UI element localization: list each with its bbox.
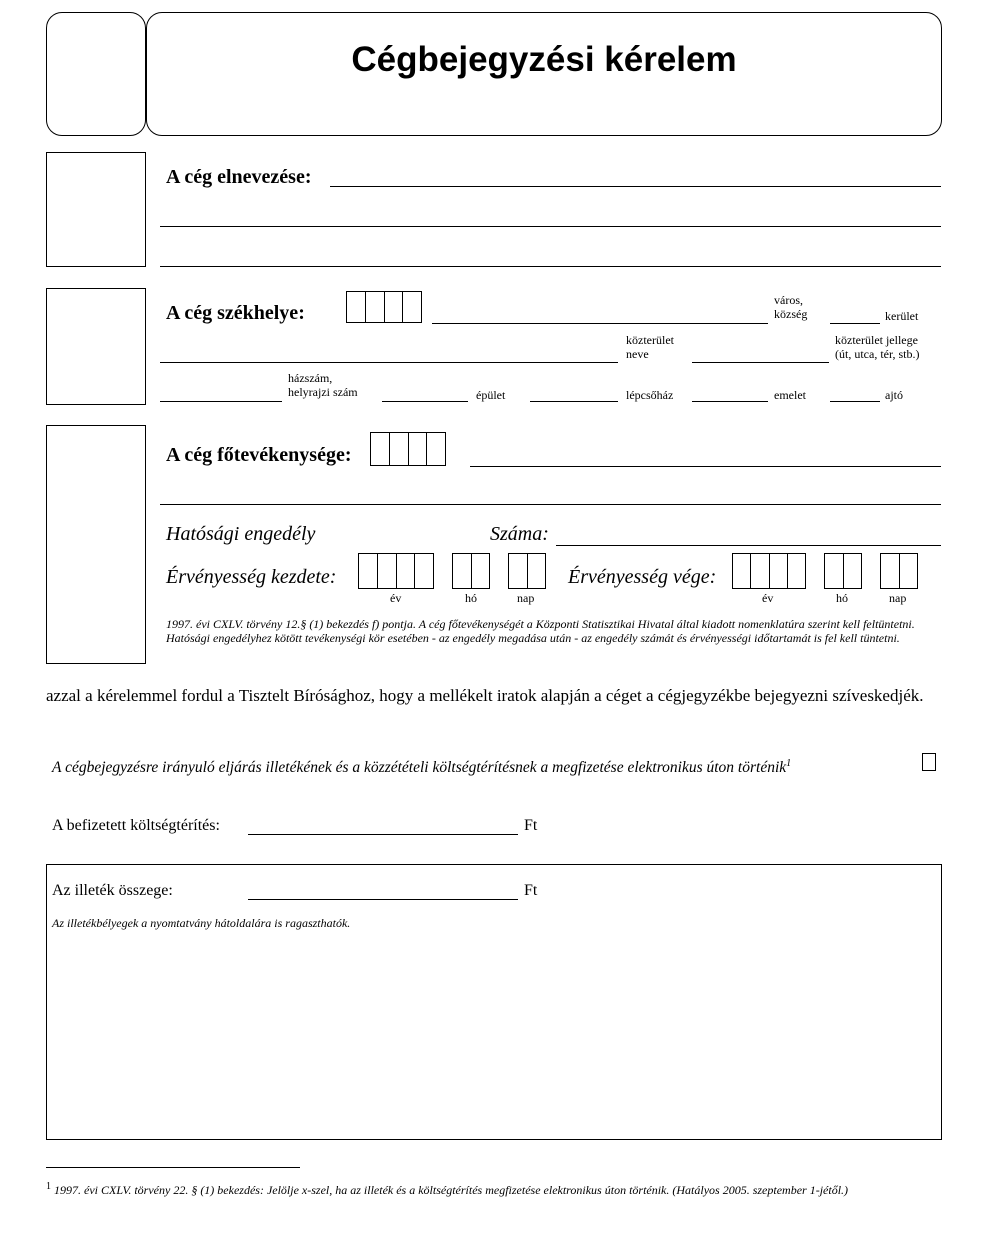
- request-text: azzal a kérelemmel fordul a Tisztelt Bírósághoz, hogy a mellékelt iratok alapján a céget a cégjegyzékbe bejegyezni szíveskedjék.: [46, 686, 924, 705]
- street-name-label: közterület neve: [626, 333, 674, 361]
- section-seat-side-box: [46, 288, 146, 405]
- electronic-payment-label: A cégbejegyzésre irányuló eljárás illetékének és a közzétételi költségtérítésnek a megfizetése elektronikus úton történik: [52, 759, 787, 777]
- section-activity-side-box: [46, 425, 146, 664]
- header-corner-box: [46, 12, 146, 136]
- company-name-label: A cég elnevezése:: [166, 166, 312, 188]
- footnote: [46, 1180, 941, 1197]
- validity-start-label: Érvényesség kezdete:: [166, 566, 337, 588]
- cost-unit: Ft: [524, 817, 538, 834]
- validity-start-month-cells[interactable]: [452, 553, 490, 589]
- fee-note: Az illetékbélyegek a nyomtatvány hátoldalára is ragaszthatók.: [52, 916, 351, 930]
- validity-end-label: Érvényesség vége:: [568, 566, 717, 588]
- validity-start-day-cells[interactable]: [508, 553, 546, 589]
- building-label: épület: [476, 388, 506, 402]
- footnote-separator: [46, 1167, 300, 1168]
- activity-field-1[interactable]: [470, 466, 941, 467]
- seat-label: A cég székhelye:: [166, 302, 305, 324]
- company-name-field-1[interactable]: [330, 186, 941, 187]
- validity-end-day-cells[interactable]: [880, 553, 918, 589]
- validity-end-month-label: hó: [836, 591, 848, 605]
- validity-end-month-cells[interactable]: [824, 553, 862, 589]
- postal-code-cells[interactable]: [346, 291, 422, 323]
- floor-field[interactable]: [830, 401, 880, 402]
- footnote-ref: 1: [786, 758, 792, 769]
- activity-code-cells[interactable]: [370, 432, 446, 466]
- validity-end-year-cells[interactable]: [732, 553, 806, 589]
- street-type-label: közterület jellege (út, utca, tér, stb.): [835, 333, 920, 361]
- staircase-label: lépcsőház: [626, 388, 674, 402]
- street-name-field[interactable]: [160, 362, 618, 363]
- activity-label: A cég főtevékenysége:: [166, 444, 352, 466]
- footnote-text: 1997. évi CXLV. törvény 22. § (1) bekezdés: Jelölje x-szel, ha az illeték és a költségtérítés megfizetése elektronikus úton történik. (Hatályos 2005. szeptember 1-jétől.): [54, 1183, 849, 1197]
- cost-label: A befizetett költségtérítés:: [52, 817, 220, 834]
- validity-end-day-label: nap: [889, 591, 907, 605]
- validity-start-year-cells[interactable]: [358, 553, 434, 589]
- staircase-field[interactable]: [692, 401, 768, 402]
- company-name-field-3[interactable]: [160, 266, 941, 267]
- fee-unit: Ft: [524, 882, 538, 899]
- section-name-side-box: [46, 152, 146, 267]
- validity-end-year-label: év: [762, 591, 774, 605]
- cost-field[interactable]: [248, 834, 518, 835]
- validity-start-year-label: év: [390, 591, 402, 605]
- city-field[interactable]: [432, 323, 768, 324]
- fee-field[interactable]: [248, 899, 518, 900]
- activity-note: 1997. évi CXLV. törvény 12.§ (1) bekezdés f) pontja. A cég főtevékenységét a Központi Statisztikai Hivatal által kiadott nomenklatúra szerint kell feltüntetni. Hatósági engedélyhez kötött tevékenységi kör esetében - az engedély megadása után - az engedély számát és érvényességi időtartamát is fel kell tüntetni.: [166, 617, 915, 645]
- district-field[interactable]: [830, 323, 880, 324]
- permit-number-label: Száma:: [490, 523, 549, 545]
- fee-box: [46, 864, 942, 1140]
- floor-label: emelet: [774, 388, 806, 402]
- activity-field-2[interactable]: [160, 504, 941, 505]
- city-label: város, község: [774, 293, 808, 321]
- electronic-payment-checkbox[interactable]: [922, 753, 936, 771]
- street-type-field[interactable]: [692, 362, 829, 363]
- building-field[interactable]: [530, 401, 618, 402]
- footnote-mark: 1: [46, 1181, 51, 1192]
- permit-number-field[interactable]: [556, 545, 941, 546]
- validity-start-month-label: hó: [465, 591, 477, 605]
- validity-start-day-label: nap: [517, 591, 535, 605]
- fee-label: Az illeték összege:: [52, 882, 173, 899]
- house-number-field-left[interactable]: [160, 401, 282, 402]
- district-label: kerület: [885, 309, 919, 323]
- permit-label: Hatósági engedély: [166, 523, 316, 545]
- house-number-label: házszám, helyrajzi szám: [288, 371, 358, 399]
- company-name-field-2[interactable]: [160, 226, 941, 227]
- house-number-field[interactable]: [382, 401, 468, 402]
- electronic-payment-text: [52, 758, 791, 777]
- door-label: ajtó: [885, 388, 903, 402]
- page-title: Cégbejegyzési kérelem: [351, 40, 737, 79]
